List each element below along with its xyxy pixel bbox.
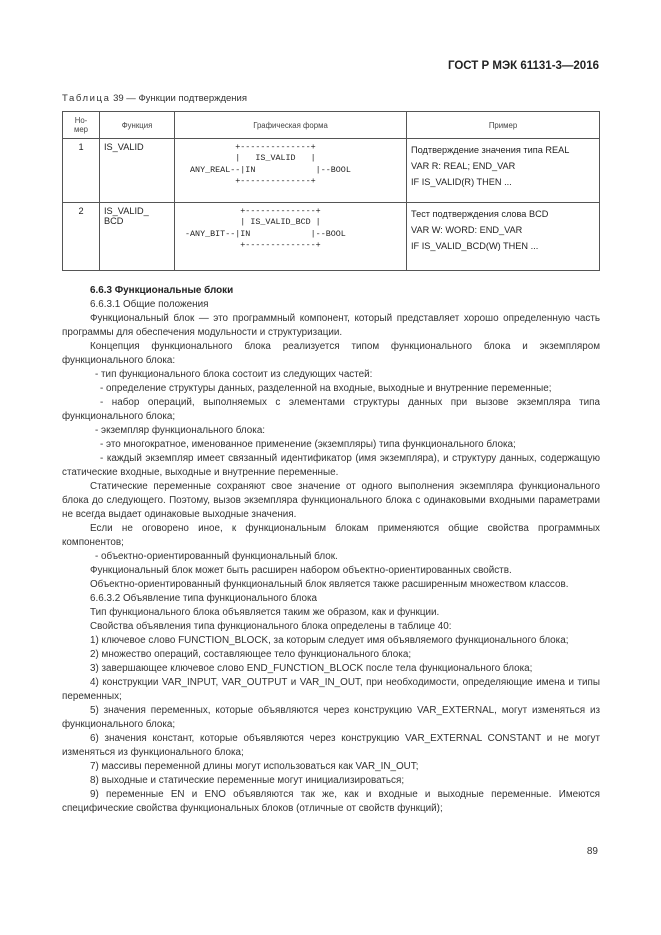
example-line: IF IS_VALID_BCD(W) THEN ... [411, 241, 539, 251]
page-number: 89 [586, 846, 598, 857]
list-item: - экземпляр функционального блока: [95, 425, 266, 436]
list-item: 6) значения констант, которые объявляются через конструкцию VAR_EXTERNAL CONSTANT и не могут изменяться из функционального блока; [62, 733, 600, 758]
paragraph: Тип функционального блока объявляется таким же образом, как и функции. [90, 607, 440, 618]
list-item: 5) значения переменных, которые объявляются через конструкцию VAR_EXTERNAL, могут изменяться из функционального блока; [62, 705, 600, 730]
paragraph: Функциональный блок может быть расширен набором объектно-ориентированных свойств. [90, 565, 512, 576]
header-graphic: Графическая форма [175, 112, 407, 139]
header-number: Но- мер [63, 112, 100, 139]
list-item: - набор операций, выполняемых с элементами структуры данных при вызове экземпляра типа функционального блока; [62, 397, 600, 422]
list-item: 8) выходные и статические переменные могут инициализироваться; [90, 775, 405, 786]
list-item: 1) ключевое слово FUNCTION_BLOCK, за которым следует имя объявляемого функционального блока; [90, 635, 569, 646]
example-line: VAR W: WORD: END_VAR [411, 225, 523, 235]
list-item: - это многократное, именованное применение (экземпляры) типа функционального блока; [100, 439, 516, 450]
row-example [407, 139, 600, 203]
body-text [62, 284, 600, 816]
table-caption [62, 93, 247, 104]
paragraph: Концепция функционального блока реализуется типом функционального блока и экземпляром функционального блока: [62, 341, 600, 366]
row-example [407, 203, 600, 271]
row-function: IS_VALID_ BCD [100, 203, 175, 271]
example-line: Подтверждение значения типа REAL [411, 145, 570, 155]
paragraph: Если не оговорено иное, к функциональным блокам применяются общие свойства программных компонентов; [62, 523, 600, 548]
row-number: 1 [63, 139, 100, 203]
section-heading: 6.6.3 Функциональные блоки [90, 285, 234, 296]
paragraph: Объектно-ориентированный функциональный блок является также расширенным множеством классов. [90, 579, 569, 590]
list-item: 4) конструкции VAR_INPUT, VAR_OUTPUT и VAR_IN_OUT, при необходимости, определяющие имена и типы переменных; [62, 677, 600, 702]
function-block-diagram: +--------------+ | IS_VALID_BCD | -ANY_BIT--|IN |--BOOL +--------------+ [185, 206, 346, 250]
row-graphic [175, 203, 407, 271]
paragraph: Статические переменные сохраняют свое значение от одного выполнения экземпляра функционального блока до следующего. Поэтому, вызов экземпляра функционального блока с одинаковыми входными параметрами не всегда выдает одинаковые выходные значения. [62, 481, 600, 520]
table-caption-title: 39 — Функции подтверждения [110, 93, 248, 104]
table-row [63, 203, 600, 271]
paragraph: Свойства объявления типа функционального блока определены в таблице 40: [90, 621, 452, 632]
row-number: 2 [63, 203, 100, 271]
document-header: ГОСТ Р МЭК 61131-3—2016 [447, 60, 599, 72]
confirmation-functions-table [62, 111, 600, 271]
header-function: Функция [100, 112, 175, 139]
list-item: 3) завершающее ключевое слово END_FUNCTION_BLOCK после тела функционального блока; [90, 663, 533, 674]
list-item: - определение структуры данных, разделенной на входные, выходные и внутренние переменные; [100, 383, 552, 394]
subsection-heading: 6.6.3.2 Объявление типа функционального блока [90, 593, 317, 604]
example-line: IF IS_VALID(R) THEN ... [411, 177, 512, 187]
example-line: VAR R: REAL; END_VAR [411, 161, 516, 171]
list-item: - объектно-ориентированный функциональный блок. [95, 551, 338, 562]
list-item: 7) массивы переменной длины могут использоваться как VAR_IN_OUT; [90, 761, 419, 772]
list-item: 2) множество операций, составляющее тело функционального блока; [90, 649, 412, 660]
function-block-diagram: +--------------+ | IS_VALID | ANY_REAL--|IN |--BOOL +--------------+ [190, 142, 351, 186]
row-graphic [175, 139, 407, 203]
table-caption-label: Таблица [62, 93, 111, 104]
subsection-heading: 6.6.3.1 Общие положения [90, 299, 209, 310]
list-item: 9) переменные EN и ENO объявляются так же, как и входные и выходные переменные. Имеются специфические свойства функциональных блоков (отличные от свойств функций); [62, 789, 600, 814]
table-row [63, 139, 600, 203]
list-item: - тип функционального блока состоит из следующих частей: [95, 369, 373, 380]
table-header-row [63, 112, 600, 139]
list-item: - каждый экземпляр имеет связанный идентификатор (имя экземпляра), и структуру данных, содержащую статические входные, выходные и внутренние переменные. [62, 453, 600, 478]
row-function: IS_VALID [100, 139, 175, 203]
header-example: Пример [407, 112, 600, 139]
example-line: Тест подтверждения слова BCD [411, 209, 549, 219]
paragraph: Функциональный блок — это программный компонент, который представляет хорошо определенную часть программы для обеспечения модульности и структуризации. [62, 313, 600, 338]
